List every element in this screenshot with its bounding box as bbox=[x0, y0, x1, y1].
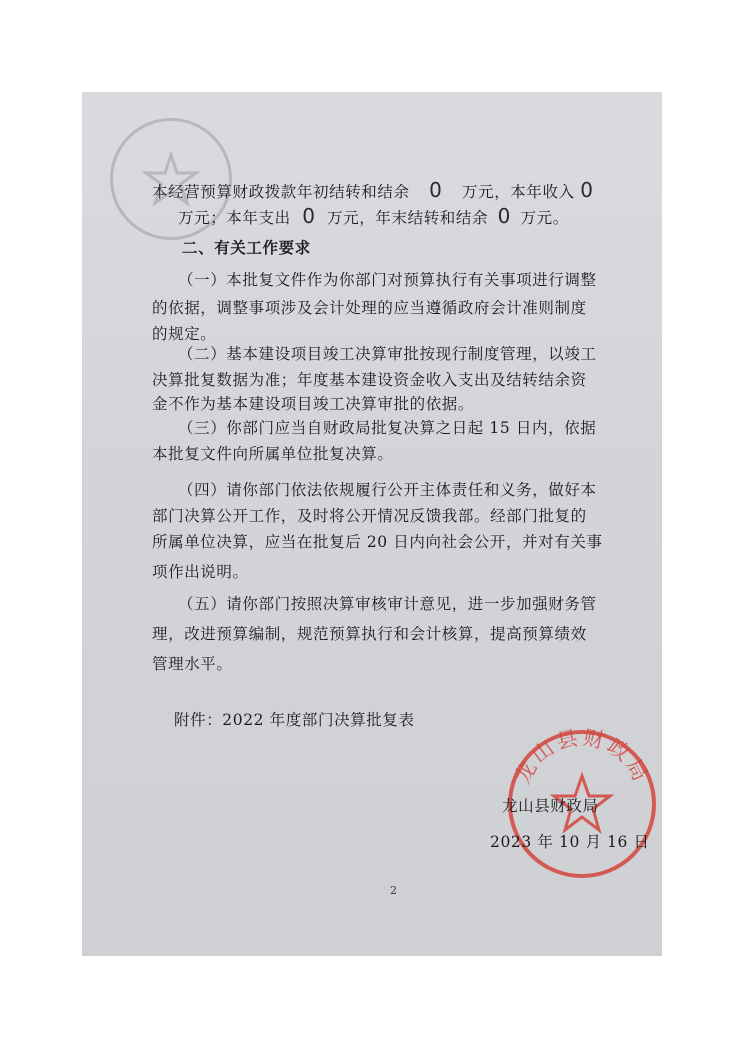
item2-line-3: 金不作为基本建设项目竣工决算审批的依据。 bbox=[152, 395, 475, 413]
item2-line-2: 决算批复数据为准；年度基本建设资金收入支出及结转结余资 bbox=[152, 371, 587, 389]
text-expense-label: 万元；本年支出 bbox=[178, 209, 291, 227]
item4-line-3: 所属单位决算，应当在批复后 20 日内向社会公开，并对有关事 bbox=[152, 533, 603, 551]
value-carryover: 0 bbox=[429, 178, 443, 202]
page-number: 2 bbox=[390, 884, 397, 897]
para-top-line-1 bbox=[152, 178, 594, 202]
value-endbalance: 0 bbox=[497, 204, 511, 228]
item4-line-4: 项作出说明。 bbox=[152, 563, 249, 581]
document-page bbox=[82, 92, 662, 956]
seal-text: 龙山县财政局 bbox=[510, 725, 654, 788]
para-top-line-2 bbox=[178, 204, 569, 228]
item1-line-2: 的依据，调整事项涉及会计处理的应当遵循政府会计准则制度 bbox=[152, 299, 587, 317]
item5-line-3: 管理水平。 bbox=[152, 655, 233, 673]
item3-line-1: （三）你部门应当自财政局批复决算之日起 15 日内，依据 bbox=[178, 419, 597, 437]
item5-line-2: 理，改进预算编制，规范预算执行和会计核算，提高预算绩效 bbox=[152, 625, 587, 643]
item1-line-3: 的规定。 bbox=[152, 325, 217, 343]
item1-line-1: （一）本批复文件作为你部门对预算执行有关事项进行调整 bbox=[178, 271, 597, 289]
text-income-label: 万元，本年收入 bbox=[462, 183, 575, 201]
attachment-line: 附件：2022 年度部门决算批复表 bbox=[174, 711, 415, 729]
text-endbalance-label: 万元，年末结转和结余 bbox=[327, 209, 489, 227]
text-carryover-label: 本经营预算财政拨款年初结转和结余 bbox=[152, 183, 410, 201]
item4-line-1: （四）请你部门依法依规履行公开主体责任和义务，做好本 bbox=[178, 481, 597, 499]
item3-line-2: 本批复文件向所属单位批复决算。 bbox=[152, 445, 394, 463]
text-unit: 万元。 bbox=[520, 209, 569, 227]
value-income: 0 bbox=[580, 178, 594, 202]
issue-date: 2023 年 10 月 16 日 bbox=[490, 833, 650, 851]
section-heading: 二、有关工作要求 bbox=[182, 238, 311, 257]
document-photo bbox=[82, 92, 662, 956]
item5-line-1: （五）请你部门按照决算审核审计意见，进一步加强财务管 bbox=[178, 595, 597, 613]
item2-line-1: （二）基本建设项目竣工决算审批按现行制度管理，以竣工 bbox=[178, 345, 597, 363]
issuer-name: 龙山县财政局 bbox=[502, 797, 599, 815]
item4-line-2: 部门决算公开工作，及时将公开情况反馈我部。经部门批复的 bbox=[152, 507, 587, 525]
value-expense: 0 bbox=[302, 204, 316, 228]
